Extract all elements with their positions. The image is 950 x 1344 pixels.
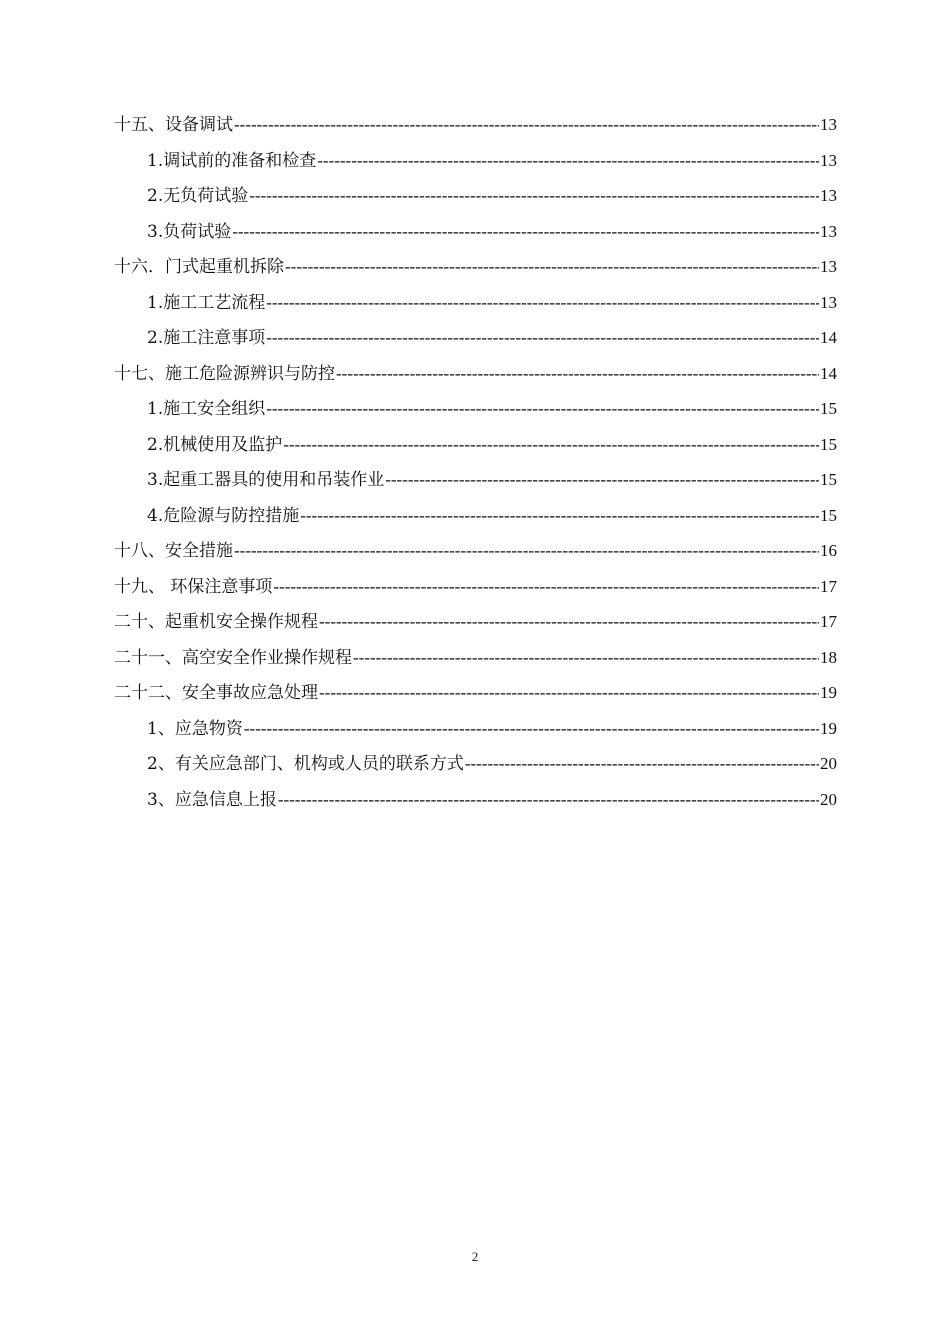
toc-leader-dots — [244, 711, 819, 747]
toc-leader-dots — [336, 356, 819, 392]
toc-entry-page: 13 — [820, 150, 837, 170]
toc-entry[interactable] — [114, 391, 837, 427]
table-of-contents — [114, 107, 837, 817]
toc-leader-dots — [465, 746, 819, 782]
toc-entry[interactable] — [114, 214, 837, 250]
toc-entry-title: 十七、施工危险源辨识与防控 — [114, 363, 335, 384]
toc-entry-page: 13 — [820, 257, 837, 276]
toc-entry[interactable] — [114, 640, 837, 676]
toc-entry[interactable] — [114, 498, 837, 534]
toc-entry[interactable] — [114, 249, 837, 285]
toc-entry-page: 15 — [820, 434, 837, 454]
toc-entry[interactable] — [114, 782, 837, 818]
toc-entry-title: 二十二、安全事故应急处理 — [114, 683, 318, 703]
toc-entry-page: 17 — [820, 576, 837, 596]
toc-entry-title: 十六．门式起重机拆除 — [114, 257, 284, 277]
toc-entry[interactable] — [114, 675, 837, 711]
toc-entry-title: 1、应急物资 — [147, 718, 243, 739]
toc-entry[interactable] — [114, 285, 837, 321]
toc-leader-dots — [278, 782, 819, 818]
toc-entry-page: 20 — [820, 754, 837, 773]
toc-entry-title: 十八、安全措施 — [114, 541, 233, 561]
toc-entry-title: 1.施工工艺流程 — [147, 292, 266, 313]
toc-leader-dots — [353, 640, 819, 676]
toc-entry-title: 二十一、高空安全作业操作规程 — [114, 647, 352, 668]
toc-entry[interactable] — [114, 107, 837, 143]
toc-entry-page: 19 — [820, 683, 837, 702]
toc-entry-page: 16 — [820, 541, 837, 560]
toc-entry[interactable] — [114, 356, 837, 392]
toc-entry-page: 14 — [820, 328, 837, 347]
toc-entry-title: 2.机械使用及监护 — [147, 434, 283, 455]
toc-leader-dots — [232, 214, 819, 250]
toc-leader-dots — [266, 320, 819, 356]
toc-entry-page: 17 — [820, 612, 837, 631]
toc-entry[interactable] — [114, 427, 837, 463]
toc-leader-dots — [234, 533, 819, 569]
toc-entry-title: 1.调试前的准备和检查 — [147, 150, 317, 171]
toc-leader-dots — [285, 249, 819, 285]
toc-leader-dots — [249, 178, 819, 214]
toc-leader-dots — [385, 462, 819, 498]
toc-leader-dots — [317, 143, 819, 179]
toc-entry-title: 十九、 环保注意事项 — [114, 576, 273, 597]
toc-entry[interactable] — [114, 569, 837, 605]
toc-entry[interactable] — [114, 178, 837, 214]
toc-entry-page: 13 — [820, 221, 837, 241]
toc-entry-page: 19 — [820, 718, 837, 738]
toc-entry-title: 2.施工注意事项 — [147, 328, 266, 348]
toc-leader-dots — [283, 427, 819, 463]
toc-entry-title: 十五、设备调试 — [114, 115, 233, 135]
toc-leader-dots — [273, 569, 819, 605]
page-number: 2 — [471, 1249, 479, 1264]
toc-entry-page: 15 — [820, 505, 837, 525]
toc-entry-page: 15 — [820, 470, 837, 489]
toc-entry-page: 20 — [820, 789, 837, 809]
toc-entry-title: 3、应急信息上报 — [147, 789, 277, 810]
toc-entry[interactable] — [114, 143, 837, 179]
toc-leader-dots — [319, 604, 819, 640]
toc-entry-title: 3.负荷试验 — [147, 221, 232, 242]
toc-entry-title: 二十、起重机安全操作规程 — [114, 612, 318, 632]
toc-entry-page: 13 — [820, 186, 837, 205]
toc-entry-page: 15 — [820, 399, 837, 418]
toc-entry[interactable] — [114, 746, 837, 782]
toc-entry-page: 13 — [820, 115, 837, 134]
toc-entry[interactable] — [114, 533, 837, 569]
toc-entry-title: 2.无负荷试验 — [147, 186, 249, 206]
toc-entry-title: 1.施工安全组织 — [147, 399, 266, 419]
toc-entry-title: 3.起重工器具的使用和吊装作业 — [147, 470, 385, 490]
toc-entry-title: 2、有关应急部门、机构或人员的联系方式 — [147, 754, 464, 774]
toc-entry-page: 13 — [820, 292, 837, 312]
toc-entry-page: 14 — [820, 363, 837, 383]
toc-leader-dots — [300, 498, 819, 534]
toc-entry[interactable] — [114, 462, 837, 498]
toc-leader-dots — [234, 107, 819, 143]
toc-leader-dots — [319, 675, 819, 711]
toc-entry[interactable] — [114, 711, 837, 747]
toc-leader-dots — [266, 391, 819, 427]
toc-entry[interactable] — [114, 320, 837, 356]
toc-entry-page: 18 — [820, 647, 837, 667]
toc-leader-dots — [266, 285, 819, 321]
toc-entry-title: 4.危险源与防控措施 — [147, 505, 300, 526]
toc-entry[interactable] — [114, 604, 837, 640]
